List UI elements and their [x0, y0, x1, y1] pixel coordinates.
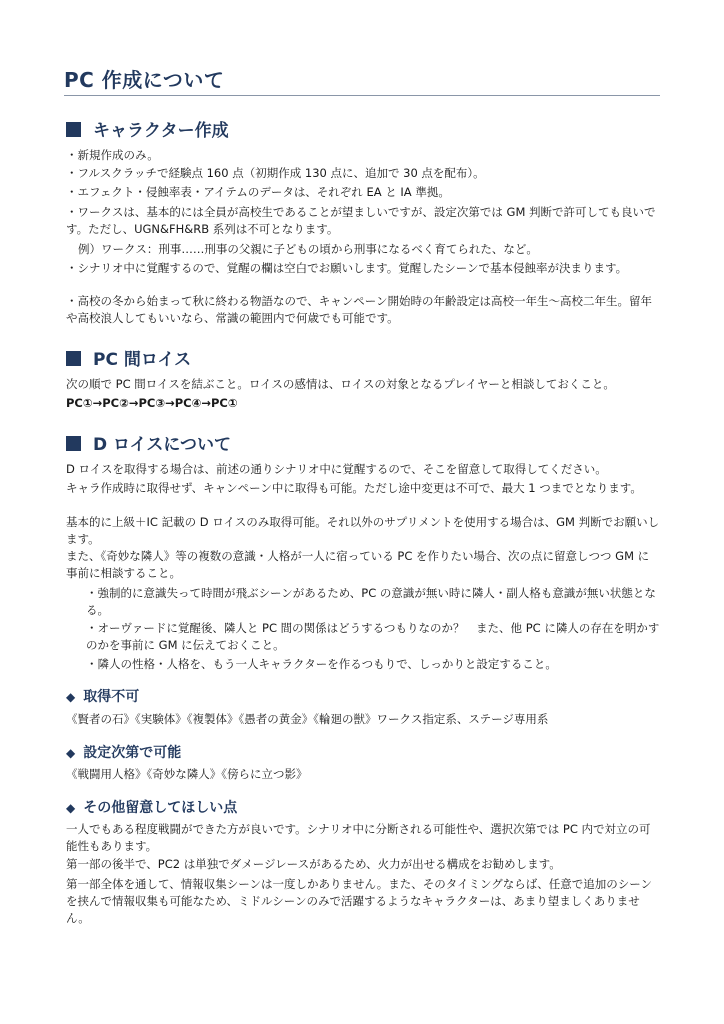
diamond-bullet-icon: ◆ — [66, 801, 76, 815]
unavailable-list: 《賢者の石》《実験体》《複製体》《愚者の黄金》《輪廻の獣》ワークス指定系、ステージ専用系 — [66, 712, 549, 726]
note-item: ・強制的に意識失って時間が飛ぶシーンがあるため、PC の意識が無い時に隣人・副人格も意識が無い状態となる。 — [86, 586, 656, 617]
paragraph: D ロイスを取得する場合は、前述の通りシナリオ中に覚醒するので、そこを留意して取得してください。 — [66, 462, 607, 476]
square-bullet-icon — [66, 351, 81, 366]
subsection-heading-label: 設定次第で可能 — [83, 745, 182, 761]
diamond-bullet-icon: ◆ — [66, 690, 76, 704]
list-item: ・シナリオ中に覚醒するので、覚醒の欄は空白でお願いします。覚醒したシーンで基本侵蝕率が決まります。 — [66, 261, 628, 275]
pc-lois-order: PC①→PC②→PC③→PC④→PC① — [66, 396, 238, 410]
paragraph: 一人でもある程度戦闘ができた方が良いです。シナリオ中に分断される可能性や、選択次第では PC 内で対立の可能性もあります。 — [66, 822, 651, 853]
list-item: ・新規作成のみ。 — [66, 148, 159, 162]
subsection-heading-label: 取得不可 — [83, 689, 140, 705]
section-heading-pc-lois — [66, 345, 191, 370]
page-title: PC 作成について — [64, 68, 225, 92]
paragraph: キャラ作成時に取得せず、キャンペーン中に取得も可能。ただし途中変更は不可で、最大 1 つまでとなります。 — [66, 481, 642, 495]
paragraph: また、《奇妙な隣人》等の複数の意識・人格が一人に宿っている PC を作りたい場合、次の点に留意しつつ GM に事前に相談すること。 — [66, 549, 650, 580]
paragraph: 第一部の後半で、PC2 は単独でダメージレースがあるため、火力が出せる構成をお勧めします。 — [66, 857, 561, 871]
note-item: ・オーヴァードに覚醒後、隣人と PC 間の関係はどうするつもりなのか？ また、他 PC に隣人の存在を明かすのかを事前に GM に伝えておくこと。 — [86, 621, 660, 652]
section-heading-character — [66, 116, 229, 141]
subsection-heading-other — [66, 797, 237, 817]
conditional-list: 《戦闘用人格》《奇妙な隣人》《傍らに立つ影》 — [66, 767, 308, 781]
paragraph: 第一部全体を通して、情報収集シーンは一度しかありません。また、そのタイミングならば、任意で追加のシーンを挟んで情報収集も可能なため、ミドルシーンのみで活躍するようなキャラクターは、あまり望ましくありません。 — [66, 877, 653, 925]
section-heading-d-lois — [66, 430, 231, 455]
section-heading-label: PC 間ロイス — [93, 350, 192, 370]
square-bullet-icon — [66, 436, 81, 451]
list-item: ・エフェクト・侵蝕率表・アイテムのデータは、それぞれ EA と IA 準拠。 — [66, 185, 450, 199]
subsection-heading-conditional — [66, 742, 181, 762]
section-heading-label: D ロイスについて — [93, 435, 232, 455]
example-note: 例）ワークス：刑事……刑事の父親に子どもの頃から刑事になるべく育てられた、など。 — [78, 242, 538, 256]
paragraph: 基本的に上級＋IC 記載の D ロイスのみ取得可能。それ以外のサプリメントを使用する場合は、GM 判断でお願いします。 — [66, 515, 660, 546]
section-heading-label: キャラクター作成 — [93, 121, 229, 141]
note-item: ・隣人の性格・人格を、もう一人キャラクターを作るつもりで、しっかりと設定すること。 — [86, 657, 557, 671]
list-item: ・ワークスは、基本的には全員が高校生であることが望ましいですが、設定次第では GM 判断で許可しても良いです。ただし、UGN&FH&RB 系列は不可となります。 — [66, 205, 656, 236]
list-item: ・フルスクラッチで経験点 160 点（初期作成 130 点に、追加で 30 点を配布）。 — [66, 166, 485, 180]
pc-lois-text: 次の順で PC 間ロイスを結ぶこと。ロイスの感情は、ロイスの対象となるプレイヤーと相談しておくこと。 — [66, 377, 615, 391]
subsection-heading-label: その他留意してほしい点 — [83, 800, 238, 816]
list-item: ・高校の冬から始まって秋に終わる物語なので、キャンペーン開始時の年齢設定は高校一年生～高校二年生。留年や高校浪人してもいいなら、常識の範囲内で何歳でも可能です。 — [66, 294, 653, 325]
subsection-heading-unavailable — [66, 686, 139, 706]
square-bullet-icon — [66, 122, 81, 137]
title-divider — [64, 95, 660, 96]
diamond-bullet-icon: ◆ — [66, 746, 76, 760]
